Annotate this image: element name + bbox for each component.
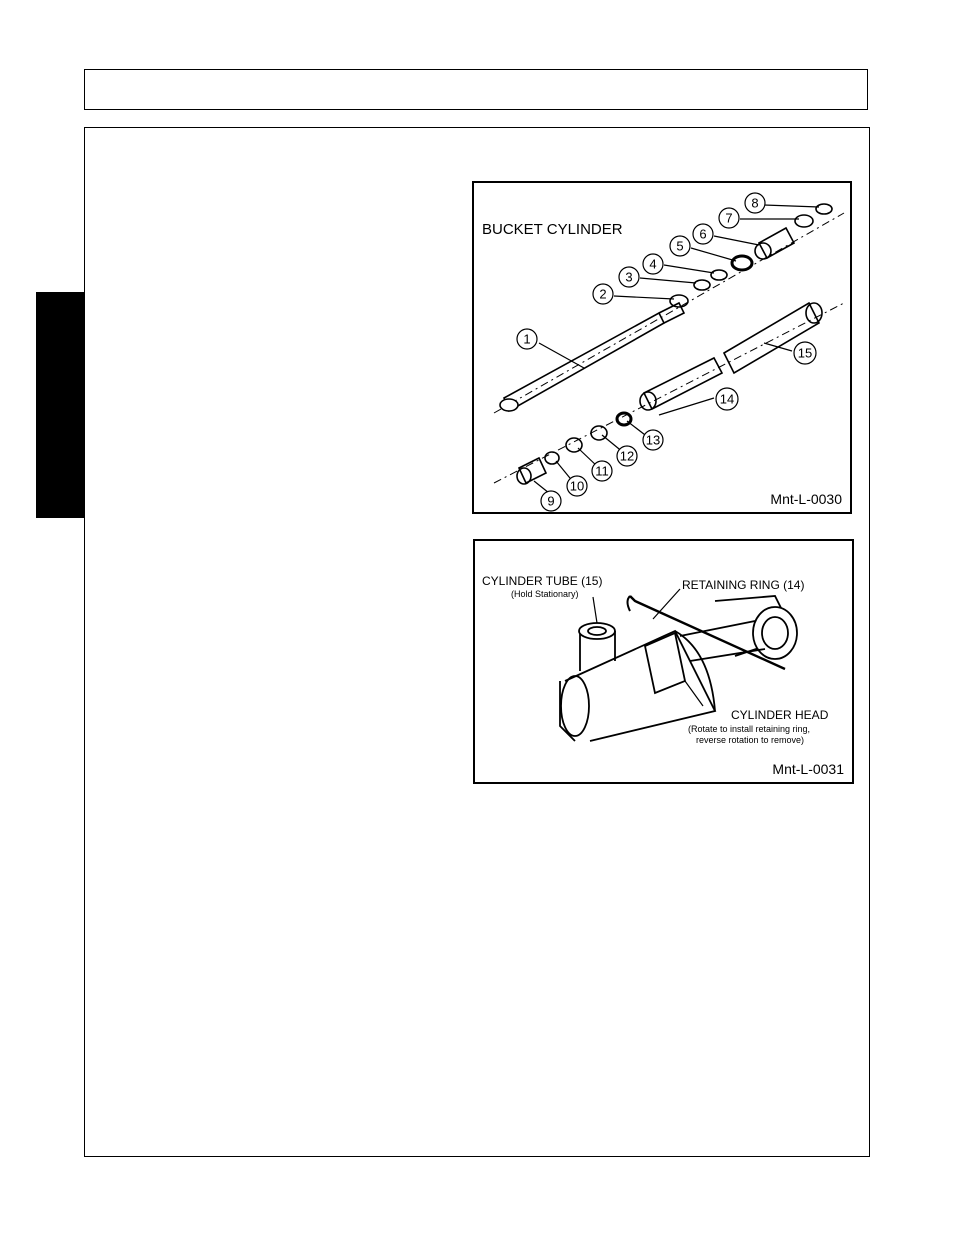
figure-code: Mnt-L-0030 [770,491,842,507]
figure-code: Mnt-L-0031 [772,761,844,777]
callout-13: 13 [645,432,661,448]
callout-12: 12 [619,448,635,464]
figure-title: BUCKET CYLINDER [482,221,623,238]
callout-14: 14 [719,391,735,407]
callout-4: 4 [649,256,657,272]
callout-11: 11 [595,463,609,479]
callout-10: 10 [569,478,585,494]
callout-15: 15 [797,345,813,361]
callout-3: 3 [625,269,633,285]
section-tab [36,292,84,518]
callout-9: 9 [547,493,555,509]
header-box [84,69,868,110]
cylinder-tube-label: CYLINDER TUBE (15) [482,574,603,588]
callout-6: 6 [699,226,707,242]
retaining-ring-figure [473,539,854,784]
cylinder-head-note-1: (Rotate to install retaining ring, [688,724,811,734]
bucket-cylinder-figure [472,181,852,514]
cylinder-tube-note: (Hold Stationary) [511,589,579,599]
callout-8: 8 [751,195,759,211]
cylinder-head-label: CYLINDER HEAD [731,708,829,722]
cylinder-head-note-2: reverse rotation to remove) [696,735,805,745]
callout-5: 5 [676,238,684,254]
callout-7: 7 [725,210,733,226]
retaining-ring-label: RETAINING RING (14) [682,578,805,592]
callout-1: 1 [523,331,531,347]
callout-2: 2 [599,286,607,302]
